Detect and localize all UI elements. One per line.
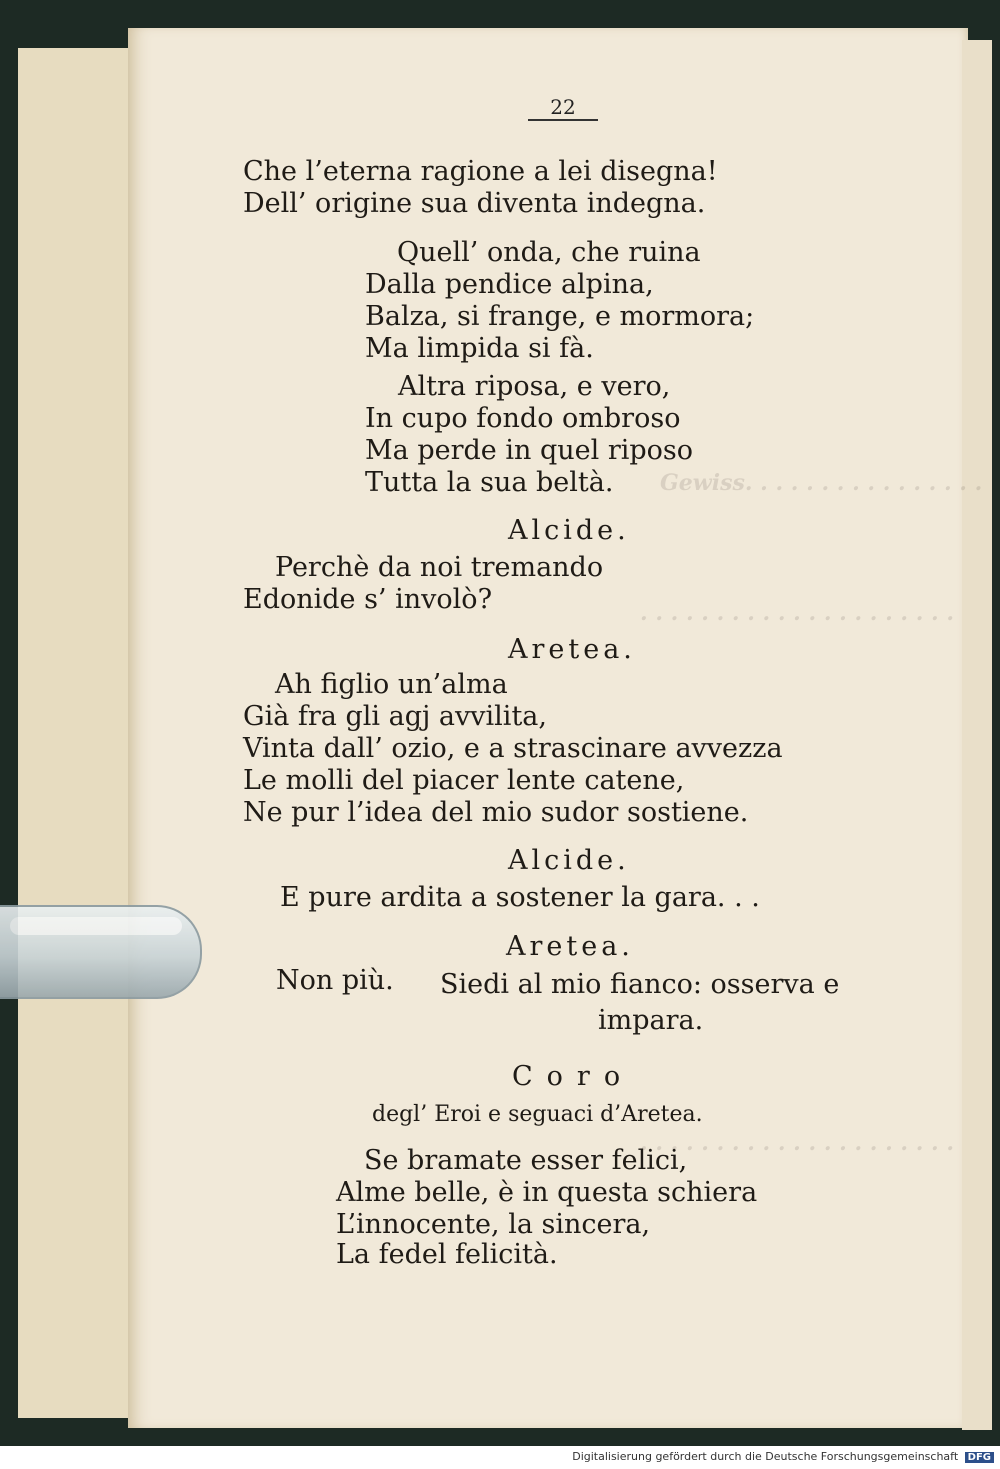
- chorus-subheading: degl’ Eroi e seguaci d’Aretea.: [372, 1102, 703, 1127]
- bookmark-clip: [0, 905, 202, 999]
- page-number: 22: [528, 95, 598, 121]
- verse-line: Altra riposa, e vero,: [398, 371, 671, 402]
- verse-line: Siedi al mio fianco: osserva e: [440, 969, 840, 1000]
- dfg-logo: DFG: [965, 1452, 994, 1463]
- digitization-credit: [572, 1450, 994, 1463]
- verse-line: impara.: [598, 1005, 704, 1036]
- verse-line: Le molli del piacer lente catene,: [243, 765, 685, 796]
- next-page-edge: [962, 40, 992, 1430]
- speaker-heading: Alcide.: [508, 515, 630, 546]
- verse-line: Edonide s’ involò?: [243, 584, 493, 615]
- verse-line: Ma limpida si fà.: [365, 333, 594, 364]
- verse-line: Tutta la sua beltà.: [365, 467, 614, 498]
- show-through: Gewiss. . . . . . . . . . . . . . . .: [660, 470, 983, 496]
- verse-line: Balza, si frange, e mormora;: [365, 301, 755, 332]
- verse-line: Dalla pendice alpina,: [365, 269, 654, 300]
- verse-line: Ne pur l’idea del mio sudor sostiene.: [243, 797, 749, 828]
- verse-line: Dell’ origine sua diventa indegna.: [243, 188, 706, 219]
- chorus-heading: Coro: [512, 1061, 635, 1092]
- verse-line: Alme belle, è in questa schiera: [336, 1177, 758, 1208]
- verse-line: Ah figlio un’alma: [275, 669, 508, 700]
- speaker-heading: Aretea.: [506, 931, 634, 962]
- show-through: . . . . . . . . . . . . . . . . . . . . .: [640, 600, 955, 626]
- verse-line: L’innocente, la sincera,: [336, 1209, 651, 1240]
- verse-line: Vinta dall’ ozio, e a strascinare avvezza: [243, 733, 783, 764]
- show-through: . . . . . . . . . . . . . . . . . . . . .: [640, 1130, 955, 1156]
- verse-line: E pure ardita a sostener la gara. . .: [280, 882, 760, 913]
- verse-line: Se bramate esser felici,: [364, 1145, 688, 1176]
- verse-line: La fedel felicità.: [336, 1239, 558, 1270]
- verse-line: In cupo fondo ombroso: [365, 403, 681, 434]
- speaker-heading: Aretea.: [508, 634, 636, 665]
- verse-line: Già fra gli agj avvilita,: [243, 701, 547, 732]
- verse-line: Che l’eterna ragione a lei disegna!: [243, 156, 718, 187]
- verse-line: Ma perde in quel riposo: [365, 435, 694, 466]
- verse-line: Quell’ onda, che ruina: [397, 237, 701, 268]
- speaker-heading: Alcide.: [508, 845, 630, 876]
- verse-line: Non più.: [276, 965, 394, 996]
- verse-line: Perchè da noi tremando: [275, 552, 604, 583]
- credit-text: Digitalisierung gefördert durch die Deutsche Forschungsgemeinschaft: [572, 1450, 959, 1463]
